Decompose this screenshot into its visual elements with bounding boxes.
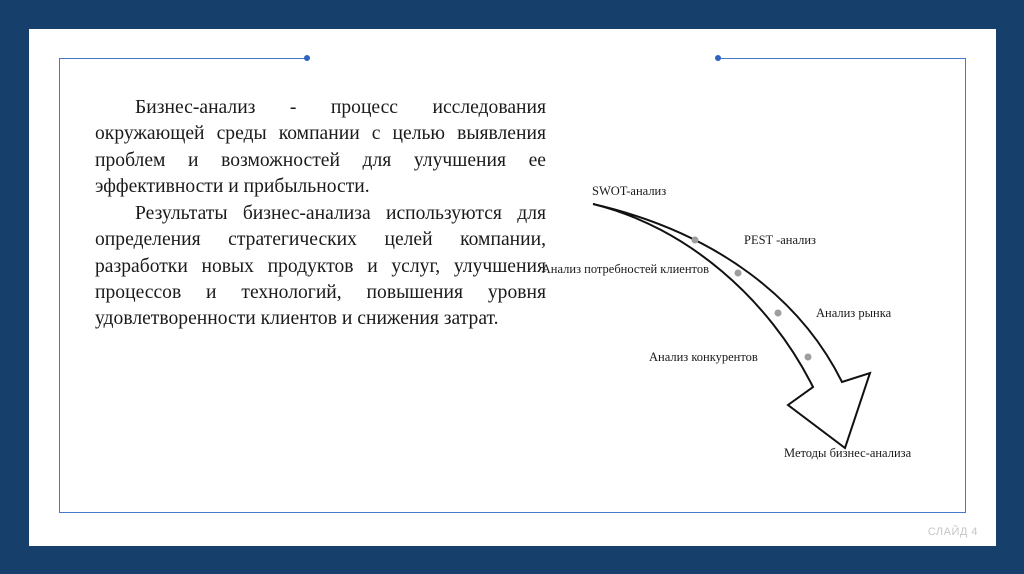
curved-arrow [593,204,870,448]
marker-dot-customer-needs [735,270,742,277]
slide [29,29,996,546]
label-competitors: Анализ конкурентов [649,350,758,364]
paragraph-results: Результаты бизнес-анализа используются для определения стратегических целей компании, разработки новых продуктов и услуг, улучшения процессов и технологий, повышения уровня удовлетворенности клиентов и снижения затрат. [95,203,546,330]
marker-dot-pest [692,237,699,244]
curved-arrow-diagram [29,29,996,546]
marker-dot-competitors [805,354,812,361]
marker-dot-market [775,310,782,317]
paragraph-definition: Бизнес-анализ - процесс исследования окружающей среды компании с целью выявления проблем и возможностей для улучшения ее эффективности и прибыльности. [95,97,546,197]
label-pest: PEST -анализ [744,233,816,247]
slide-number: СЛАЙД 4 [927,526,978,538]
label-market: Анализ рынка [816,306,892,320]
label-customer-needs: Анализ потребностей клиентов [541,262,709,276]
label-methods: Методы бизнес-анализа [784,446,912,460]
label-swot: SWOT-анализ [592,184,667,198]
